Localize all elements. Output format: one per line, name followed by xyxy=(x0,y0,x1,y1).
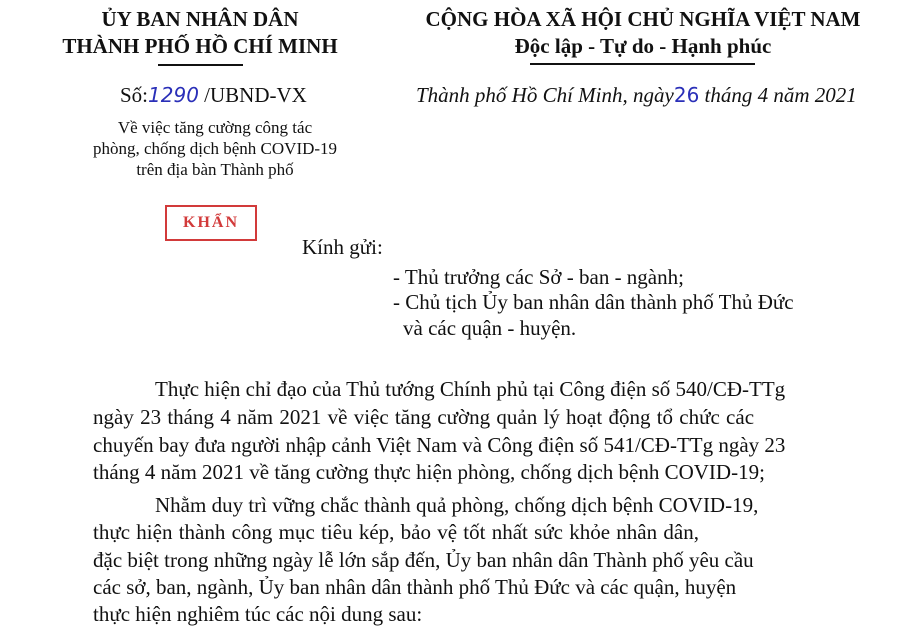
issuer-city: THÀNH PHỐ HỒ CHÍ MINH xyxy=(62,34,338,58)
paragraph1-line-3: chuyến bay đưa người nhập cảnh Việt Nam và Công điện số 541/CĐ-TTg ngày 23 xyxy=(93,433,786,457)
place-date xyxy=(416,82,857,109)
place-date-prefix: Thành phố Hồ Chí Minh, ngày xyxy=(416,83,674,107)
national-title: CỘNG HÒA XÃ HỘI CHỦ NGHĨA VIỆT NAM xyxy=(425,7,861,31)
document-number xyxy=(120,82,307,109)
paragraph2-line-2: thực hiện thành công mục tiêu kép, bảo vệ tốt nhất sức khỏe nhân dân, xyxy=(93,520,699,544)
recipient-item-1: - Thủ trưởng các Sở - ban - ngành; xyxy=(393,265,684,289)
paragraph2-line-3: đặc biệt trong những ngày lễ lớn sắp đến, Ủy ban nhân dân Thành phố yêu cầu xyxy=(93,548,754,572)
paragraph1-line-1: Thực hiện chỉ đạo của Thủ tướng Chính phủ tại Công điện số 540/CĐ-TTg xyxy=(155,377,786,401)
national-motto: Độc lập - Tự do - Hạnh phúc xyxy=(514,34,772,58)
paragraph2-line-5: thực hiện nghiêm túc các nội dung sau: xyxy=(93,602,423,626)
doc-number-handwritten: 1290 xyxy=(148,83,199,107)
subject-line-2: phòng, chống dịch bệnh COVID-19 xyxy=(92,139,338,158)
paragraph1-line-4: tháng 4 năm 2021 về tăng cường thực hiện phòng, chống dịch bệnh COVID-19; xyxy=(93,460,765,484)
subject-line-1: Về việc tăng cường công tác xyxy=(117,118,313,137)
urgent-stamp: KHẨN xyxy=(165,205,257,241)
place-date-suffix: tháng 4 năm 2021 xyxy=(704,83,857,107)
recipient-item-2: - Chủ tịch Ủy ban nhân dân thành phố Thủ Đức xyxy=(393,290,794,314)
issuer-name: ỦY BAN NHÂN DÂN xyxy=(101,7,299,31)
motto-underline xyxy=(530,63,755,65)
recipient-item-3: và các quận - huyện. xyxy=(403,316,577,340)
date-day-handwritten: 26 xyxy=(673,83,700,107)
issuer-underline xyxy=(158,64,243,66)
paragraph2-line-1: Nhằm duy trì vững chắc thành quả phòng, chống dịch bệnh COVID-19, xyxy=(155,493,759,517)
recipients-greeting: Kính gửi: xyxy=(302,235,383,259)
paragraph1-line-2: ngày 23 tháng 4 năm 2021 về việc tăng cường quản lý hoạt động tổ chức các xyxy=(93,405,755,429)
doc-number-prefix: Số: xyxy=(120,83,149,107)
paragraph2-line-4: các sở, ban, ngành, Ủy ban nhân dân thành phố Thủ Đức và các quận, huyện xyxy=(93,575,737,599)
doc-number-suffix: /UBND-VX xyxy=(204,83,307,107)
subject-line-3: trên địa bàn Thành phố xyxy=(136,160,294,179)
